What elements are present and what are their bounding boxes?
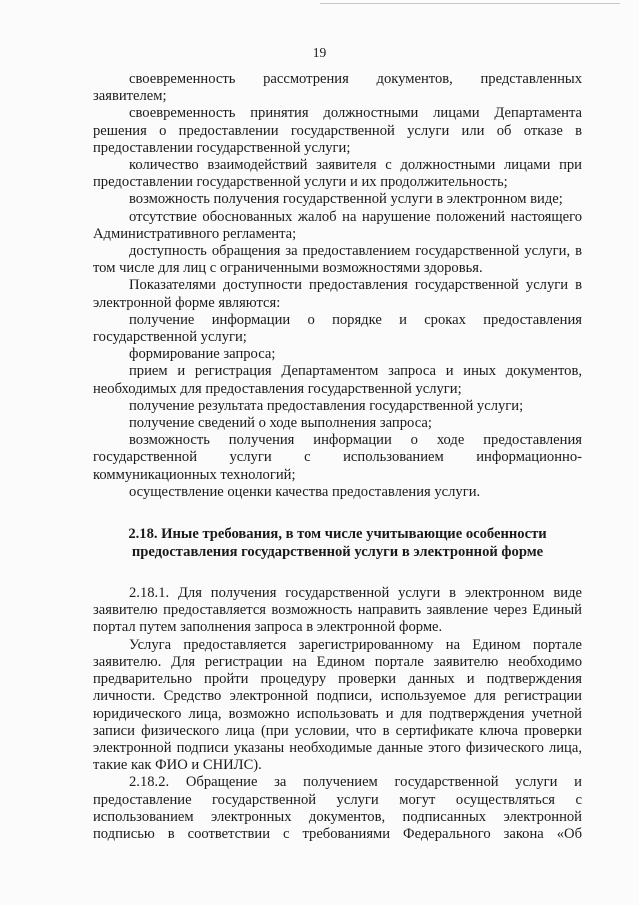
list-item: возможность получения государственной услуги в электронном виде; [129, 191, 563, 208]
section-heading [93, 526, 582, 561]
document-body [93, 71, 582, 843]
list-item: возможность получения информации о ходе предоставления государственной услуги с использованием информационно-коммуникационных технологий; [93, 432, 582, 483]
list-item: получение результата предоставления государственной услуги; [129, 397, 524, 414]
list-item: осуществление оценки качества предоставления услуги. [129, 483, 481, 500]
list-item: получение сведений о ходе выполнения запроса; [129, 415, 432, 432]
list-item: количество взаимодействий заявителя с должностными лицами при предоставлении государственной услуги и их продолжительность; [93, 157, 582, 191]
access-intro-paragraph: Показателями доступности предоставления государственной услуги в электронной форме являются: [93, 277, 582, 311]
paragraph: 2.18.1. Для получения государственной услуги в электронном виде заявителю предоставляется возможность направить заявление через Единый портал путем заполнения запроса в электронной форме. [93, 585, 582, 636]
list-item: доступность обращения за предоставлением государственной услуги, в том числе для лиц с ограниченными возможностями здоровья. [93, 243, 582, 277]
list-item: формирование запроса; [129, 346, 276, 363]
scan-edge-line [320, 3, 620, 4]
paragraph: 2.18.2. Обращение за получением государственной услуги и предоставление государственной услуги могут осуществляться с использованием электронных документов, подписанных электронной подписью в соответствии с требованиями Федерального закона «Об [93, 774, 582, 842]
paragraph: Услуга предоставляется зарегистрированному на Едином портале заявителю. Для регистрации на Едином портале заявителю необходимо предварительно пройти процедуру проверки данных и подтверждения личности. Средство электронной подписи, используемое для регистрации юридического лица, возможно использовать и для подтверждения учетной записи физического лица (при условии, что в сертификате ключа проверки электронной подписи указаны необходимые данные этого физического лица, такие как ФИО и СНИЛС). [93, 636, 582, 774]
list-item: отсутствие обоснованных жалоб на нарушение положений настоящего Административного регламента; [93, 208, 582, 242]
list-item: своевременность рассмотрения документов, представленных заявителем; [93, 71, 582, 105]
list-item: получение информации о порядке и сроках предоставления государственной услуги; [93, 311, 582, 346]
list-item: прием и регистрация Департаментом запроса и иных документов, необходимых для предоставления государственной услуги; [93, 363, 582, 397]
page-number: 19 [312, 45, 327, 60]
list-item: своевременность принятия должностными лицами Департамента решения о предоставлении государственной услуги или об отказе в предоставлении государственной услуги; [93, 105, 582, 156]
section-heading-line: 2.18. Иные требования, в том числе учитывающие особенности [128, 526, 547, 543]
section-heading-line: предоставления государственной услуги в электронной форме [131, 543, 544, 560]
